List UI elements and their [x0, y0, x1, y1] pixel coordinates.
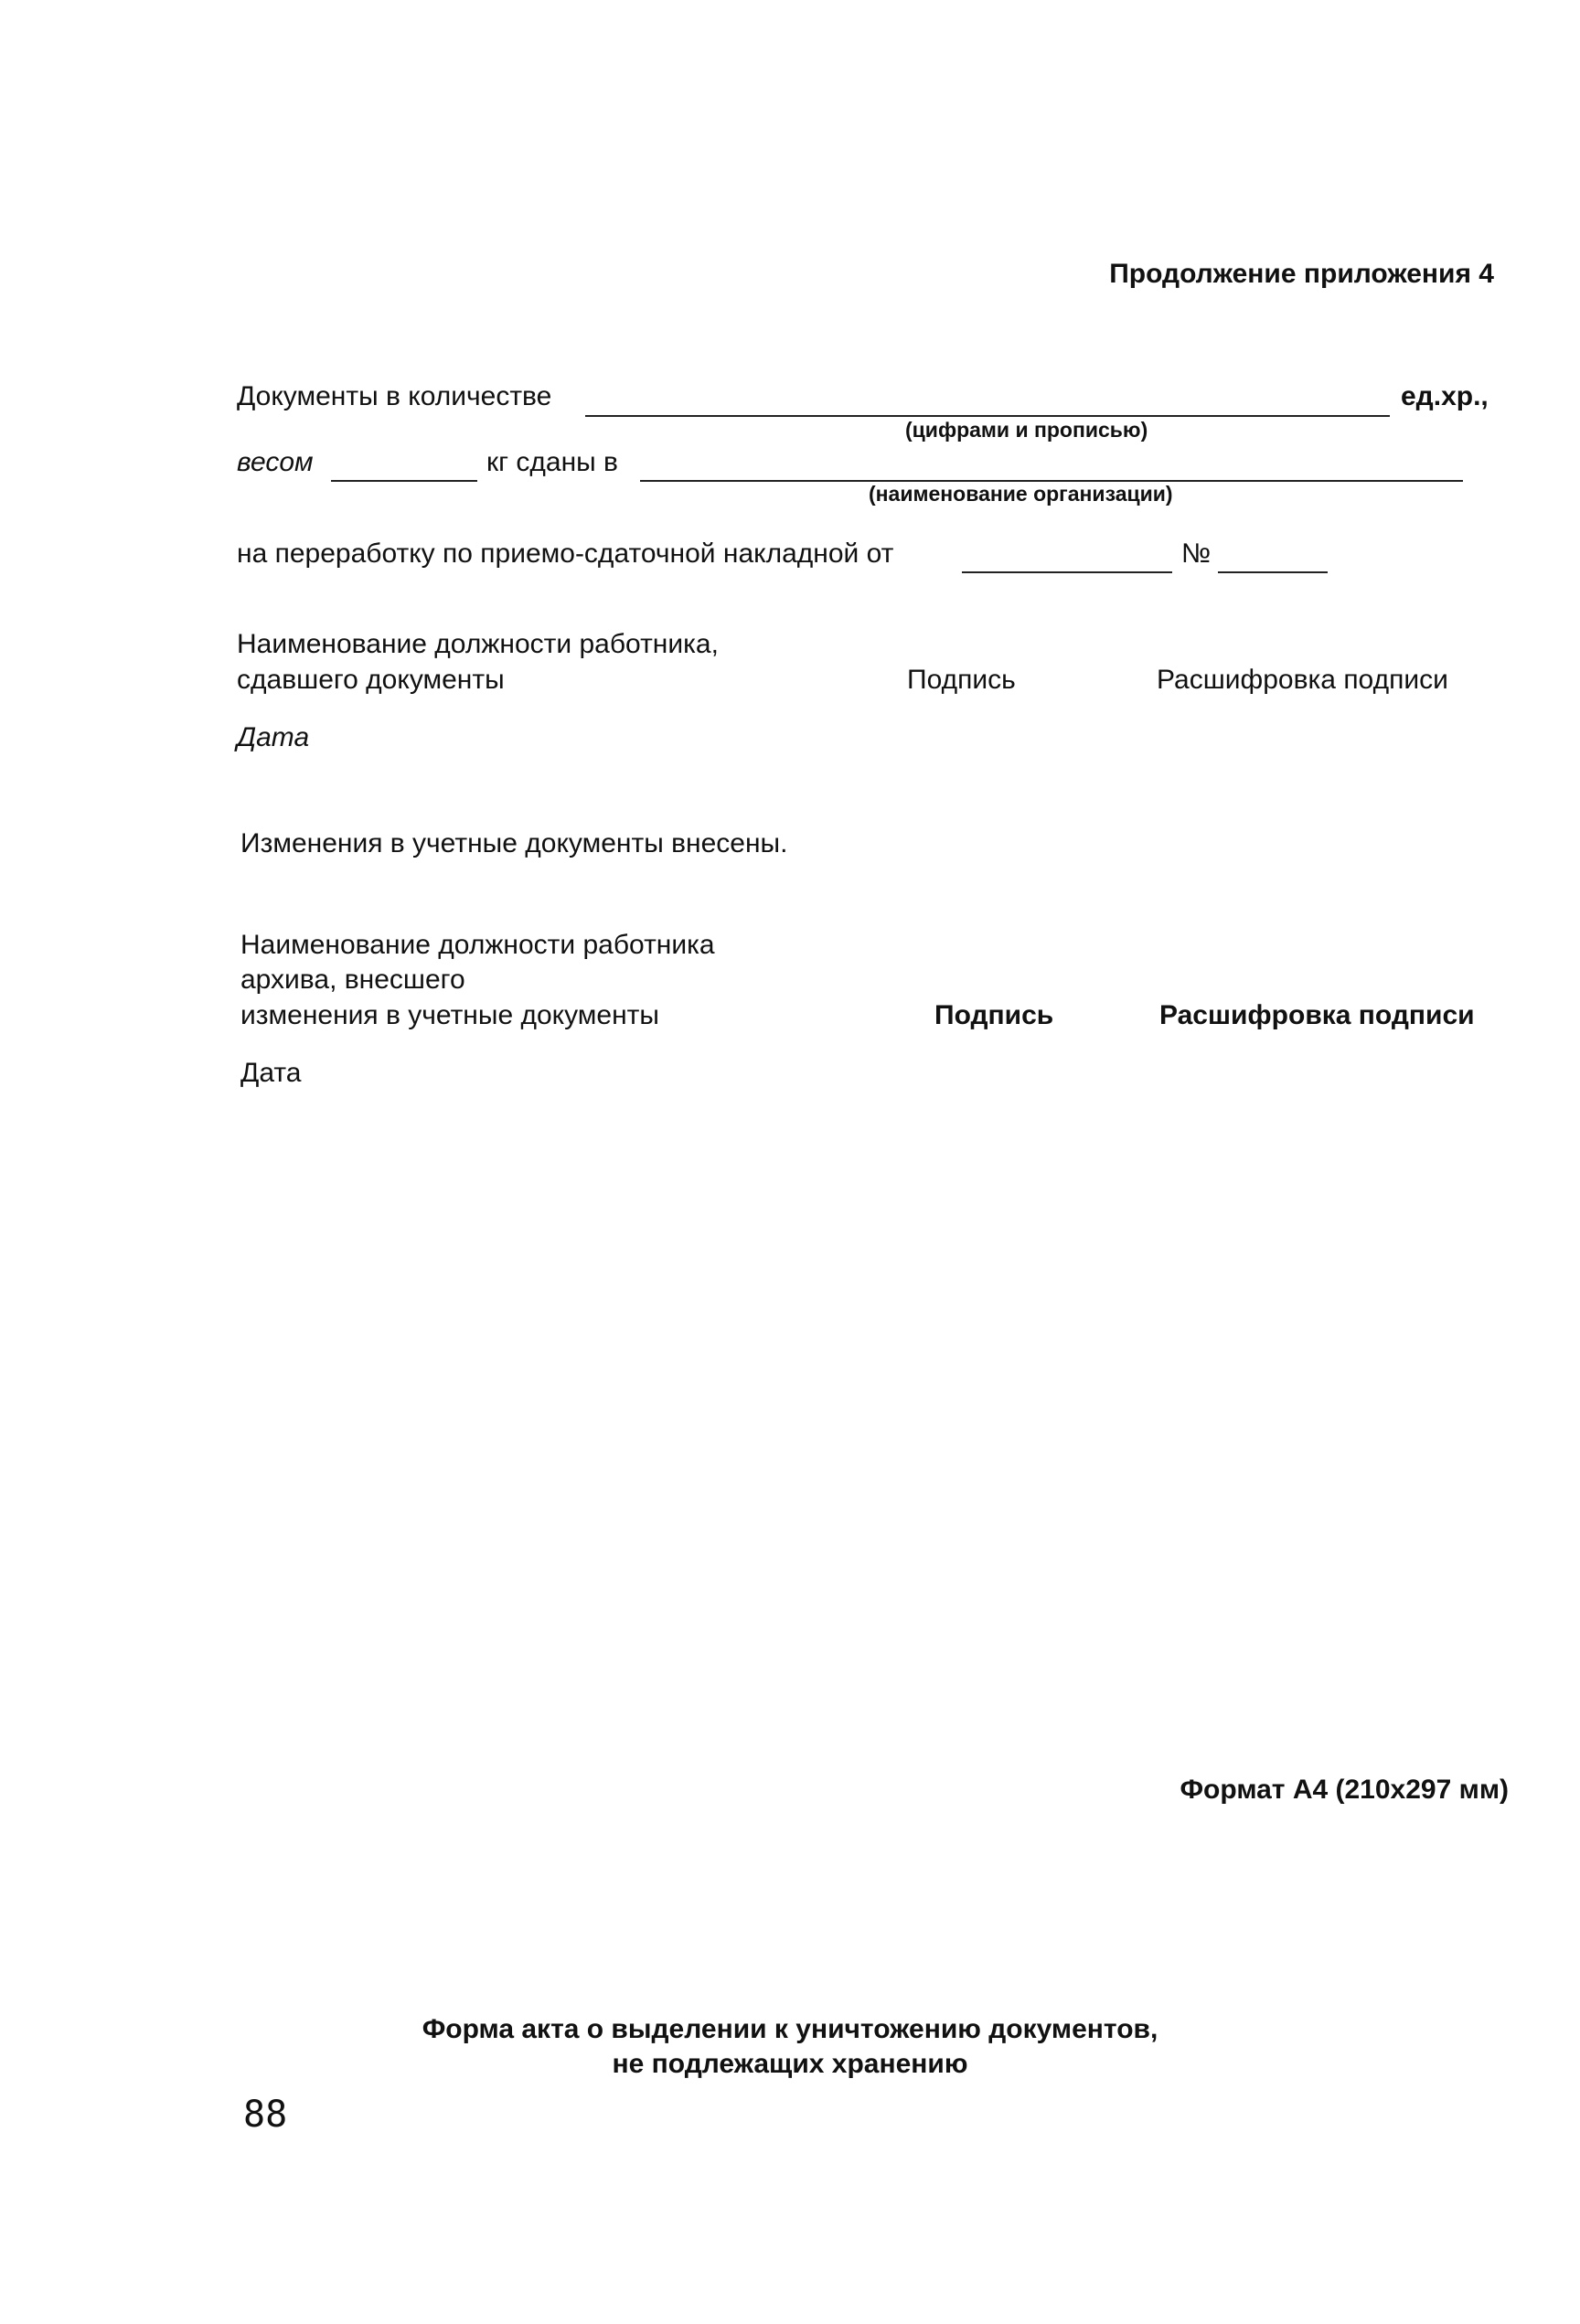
invoice-date-field[interactable] — [962, 571, 1172, 573]
documents-count-hint: (цифрами и прописью) — [905, 418, 1148, 442]
handover-signature-decoding-label: Расшифровка подписи — [1157, 665, 1448, 695]
next-section-title-line1: Форма акта о выделении к уничтожению документов, — [422, 2014, 1158, 2044]
invoice-number-field[interactable] — [1218, 571, 1328, 573]
handover-signature-label: Подпись — [907, 665, 1016, 695]
handover-position-line2: сдавшего документы — [237, 665, 505, 695]
archive-signature-label: Подпись — [934, 1000, 1054, 1030]
weight-field[interactable] — [331, 480, 477, 482]
page-number: 88 — [243, 2094, 288, 2136]
continuation-heading: Продолжение приложения 4 — [1109, 259, 1494, 289]
recycling-label: на переработку по приемо-сдаточной накладной от — [237, 538, 894, 569]
next-section-title-line2: не подлежащих хранению — [612, 2049, 968, 2079]
archive-date-label: Дата — [240, 1058, 302, 1088]
documents-count-unit: ед.хр., — [1401, 381, 1489, 411]
documents-count-field[interactable] — [585, 415, 1390, 417]
archive-position-line2: архива, внесшего — [240, 965, 465, 995]
format-note: Формат А4 (210х297 мм) — [1180, 1775, 1509, 1805]
weight-unit-label: кг сданы в — [486, 447, 618, 477]
archive-position-line3: изменения в учетные документы — [240, 1000, 659, 1030]
weight-label: весом — [237, 447, 314, 477]
organization-hint: (наименование организации) — [869, 482, 1173, 506]
archive-signature-decoding-label: Расшифровка подписи — [1159, 1000, 1475, 1030]
handover-position-line1: Наименование должности работника, — [237, 629, 719, 659]
documents-count-label: Документы в количестве — [237, 381, 552, 411]
number-sign: № — [1181, 538, 1212, 569]
archive-position-line1: Наименование должности работника — [240, 930, 715, 960]
changes-note: Изменения в учетные документы внесены. — [240, 828, 788, 858]
handover-date-label: Дата — [237, 722, 310, 752]
